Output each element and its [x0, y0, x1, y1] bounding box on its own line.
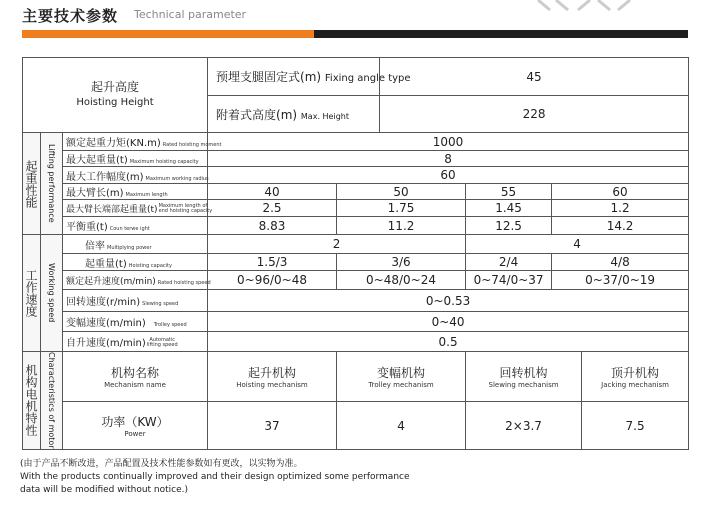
power-label-cell: [63, 402, 208, 449]
max-capacity-row: [23, 151, 689, 167]
footer-line: (由于产品不断改进，产品配置及技术性能参数如有更改，以实物为准。: [20, 459, 303, 469]
mechanism-name-zh: 变幅机构: [377, 366, 426, 381]
end-capacity-label-en-2: end hoisting capacity: [158, 207, 213, 214]
end-capacity-value: 1.75: [337, 200, 466, 217]
slewing-value: 0~0.53: [208, 290, 689, 312]
fixing-angle-label-zh: 预埋支腿固定式(m): [216, 70, 322, 84]
rated-moment-row: [23, 133, 689, 151]
slewing-label: [63, 290, 208, 312]
end-capacity-row: [23, 200, 689, 217]
counterweight-value: 8.83: [208, 217, 337, 235]
max-length-label-zh: 最大臂长(m): [66, 188, 124, 199]
trolley-label-zh: 变幅速度(m/min): [66, 318, 146, 329]
hoisting-capacity-value: 4/8: [552, 254, 689, 271]
max-height-label: [208, 96, 380, 133]
hoisting-capacity-label-zh: 起重量(t): [85, 258, 127, 270]
multiplying-label: [63, 235, 208, 254]
page-subtitle: Technical parameter: [134, 8, 247, 21]
working-section-zh: 工作速度: [24, 269, 38, 317]
rated-moment-value: 1000: [208, 133, 689, 151]
counterweight-value: 12.5: [466, 217, 552, 235]
spec-table: [22, 57, 689, 450]
counterweight-label: [63, 217, 208, 235]
slewing-label-zh: 回转速度(r/min): [66, 297, 141, 308]
mechanism-name-en: Trolley mechanism: [368, 381, 434, 390]
max-length-label: [63, 184, 208, 200]
max-radius-label: [63, 167, 208, 184]
mechanism-name-en: Hoisting mechanism: [236, 381, 308, 390]
trolley-label-en: Trolley speed: [153, 322, 187, 328]
trolley-row: [23, 312, 689, 332]
power-row: [23, 402, 689, 449]
lifting-section-zh: 起重性能: [24, 159, 38, 208]
lifting-speed-label-en-2: lifting speed: [146, 342, 178, 348]
max-capacity-label-en: Maximum hoisting capacity: [129, 159, 199, 165]
counterweight-value: 14.2: [552, 217, 689, 235]
counterweight-label-en: Coun terwe ight: [109, 226, 150, 232]
lifting-speed-label-en: [147, 338, 178, 348]
hoisting-capacity-value: 3/6: [337, 254, 466, 271]
rated-moment-label-zh: 额定起重力矩(KN.m): [66, 138, 161, 149]
max-radius-row: [23, 167, 689, 184]
counterweight-label-zh: 平衡重(t): [66, 222, 108, 233]
hoisting-capacity-label: [63, 254, 208, 271]
mechanism-cell: [337, 352, 466, 402]
lifting-section-en: Lifting performance: [47, 144, 56, 223]
working-section-zh-cell: [23, 235, 41, 352]
hoisting-height-label-zh: 起升高度: [91, 80, 140, 94]
lifting-section-zh-cell: [23, 133, 41, 235]
max-radius-label-zh: 最大工作幅度(m): [66, 171, 144, 183]
multiplying-row: [23, 235, 689, 254]
mechanism-name-zh: 回转机构: [499, 366, 548, 381]
slewing-label-en: Slewing speed: [142, 301, 179, 307]
fixing-angle-label-en: Fixing angle type: [324, 73, 411, 84]
max-length-value: 40: [208, 184, 337, 200]
mechanism-cell: [208, 352, 337, 402]
trolley-value: 0~40: [208, 312, 689, 332]
multiplying-label-en: Multiplying power: [107, 244, 152, 251]
power-value: 4: [337, 402, 466, 449]
footer-note: [20, 458, 410, 497]
end-capacity-label-en-1: Maximum length of: [158, 202, 208, 209]
lifting-speed-value: 0.5: [208, 332, 689, 352]
counterweight-value: 11.2: [337, 217, 466, 235]
end-capacity-value: 1.2: [552, 200, 689, 217]
motor-section-en-cell: [41, 352, 63, 450]
lifting-speed-label-zh: 自升速度(m/min): [66, 338, 146, 349]
rated-moment-label-en: Rated hoisting moment: [162, 142, 222, 148]
working-section-en-cell: [41, 235, 63, 352]
multiplying-value: 4: [466, 235, 689, 254]
counterweight-row: [23, 217, 689, 235]
header-decoration: [538, 0, 688, 10]
rated-speed-label: [63, 271, 211, 290]
max-capacity-label-zh: 最大起重量(t): [66, 155, 128, 166]
hoisting-capacity-row: [23, 254, 689, 271]
max-height-value: 228: [380, 96, 689, 133]
multiplying-label-zh: 倍率: [85, 240, 105, 252]
footer-line: data will be modified without notice.): [20, 485, 189, 495]
rated-speed-row: [23, 271, 689, 290]
rated-speed-value: 0~37/0~19: [552, 271, 689, 290]
mechanism-name-zh: 起升机构: [248, 366, 297, 381]
mechanism-cell: [466, 352, 582, 402]
rated-speed-label-en: Rated hoisting speed: [157, 279, 211, 286]
end-capacity-value: 2.5: [208, 200, 337, 217]
max-length-label-en: Maximum length: [125, 192, 168, 198]
max-radius-label-en: Maximum working radius: [145, 175, 209, 182]
mechanism-cell: [582, 352, 689, 402]
mech-label-cell: [63, 352, 208, 402]
mech-label-zh: 机构名称: [111, 366, 160, 381]
power-value: 2×3.7: [466, 402, 582, 449]
lifting-speed-label: [63, 332, 208, 352]
hoisting-height-label-en: Hoisting Height: [76, 97, 154, 108]
mechanism-name-en: Slewing mechanism: [488, 381, 559, 390]
max-length-row: [23, 184, 689, 200]
power-label-en: Power: [124, 430, 146, 439]
hoisting-capacity-label-en: Hoisting capacity: [128, 262, 172, 269]
lifting-section-en-cell: [41, 133, 63, 235]
max-height-label-zh: 附着式高度(m): [216, 107, 298, 122]
rated-speed-value: 0~74/0~37: [466, 271, 552, 290]
working-section-en: Working speed: [47, 263, 56, 323]
hoisting-fixed-row: [23, 58, 689, 96]
mechanism-row: [23, 352, 689, 402]
rated-moment-label: [63, 133, 222, 151]
power-value: 7.5: [582, 402, 689, 449]
motor-section-zh: 机构电机特性: [24, 364, 38, 437]
rated-speed-value: 0~48/0~24: [337, 271, 466, 290]
max-length-value: 50: [337, 184, 466, 200]
mechanism-name-zh: 顶升机构: [611, 366, 660, 381]
page-title: 主要技术参数: [22, 7, 119, 25]
lifting-speed-row: [23, 332, 689, 352]
max-length-value: 55: [466, 184, 552, 200]
fixing-angle-label: [208, 58, 411, 96]
max-radius-value: 60: [208, 167, 689, 184]
end-capacity-value: 1.45: [466, 200, 552, 217]
max-capacity-label: [63, 151, 208, 167]
footer-line: With the products continually improved and their design optimized some performance: [20, 472, 410, 482]
slewing-row: [23, 290, 689, 312]
motor-section-en: Characteristics of motor: [47, 352, 56, 449]
end-capacity-label: [63, 200, 213, 217]
fixing-angle-value: 45: [380, 58, 689, 96]
hoisting-capacity-value: 2/4: [466, 254, 552, 271]
trolley-label: [63, 312, 208, 332]
hoisting-capacity-value: 1.5/3: [208, 254, 337, 271]
rated-speed-label-zh: 额定起升速度(m/min): [66, 276, 156, 287]
mech-label-en: Mechanism name: [104, 381, 166, 390]
power-value: 37: [208, 402, 337, 449]
max-height-label-en: Max. Height: [300, 111, 349, 121]
max-length-value: 60: [552, 184, 689, 200]
motor-section-zh-cell: [23, 352, 41, 450]
rated-speed-value: 0~96/0~48: [208, 271, 337, 290]
mechanism-name-en: Jacking mechanism: [601, 381, 669, 390]
header-orange-bar: [22, 30, 314, 38]
header-black-bar: [314, 30, 688, 38]
hoisting-height-cell: [23, 58, 208, 133]
end-capacity-label-en: [159, 204, 213, 214]
power-label-zh: 功率（KW）: [101, 415, 169, 430]
multiplying-value: 2: [208, 235, 466, 254]
lifting-speed-label-en-1: Automatic: [149, 337, 176, 343]
max-capacity-value: 8: [208, 151, 689, 167]
end-capacity-label-zh: 最大臂长端部起重量(t): [66, 204, 158, 215]
